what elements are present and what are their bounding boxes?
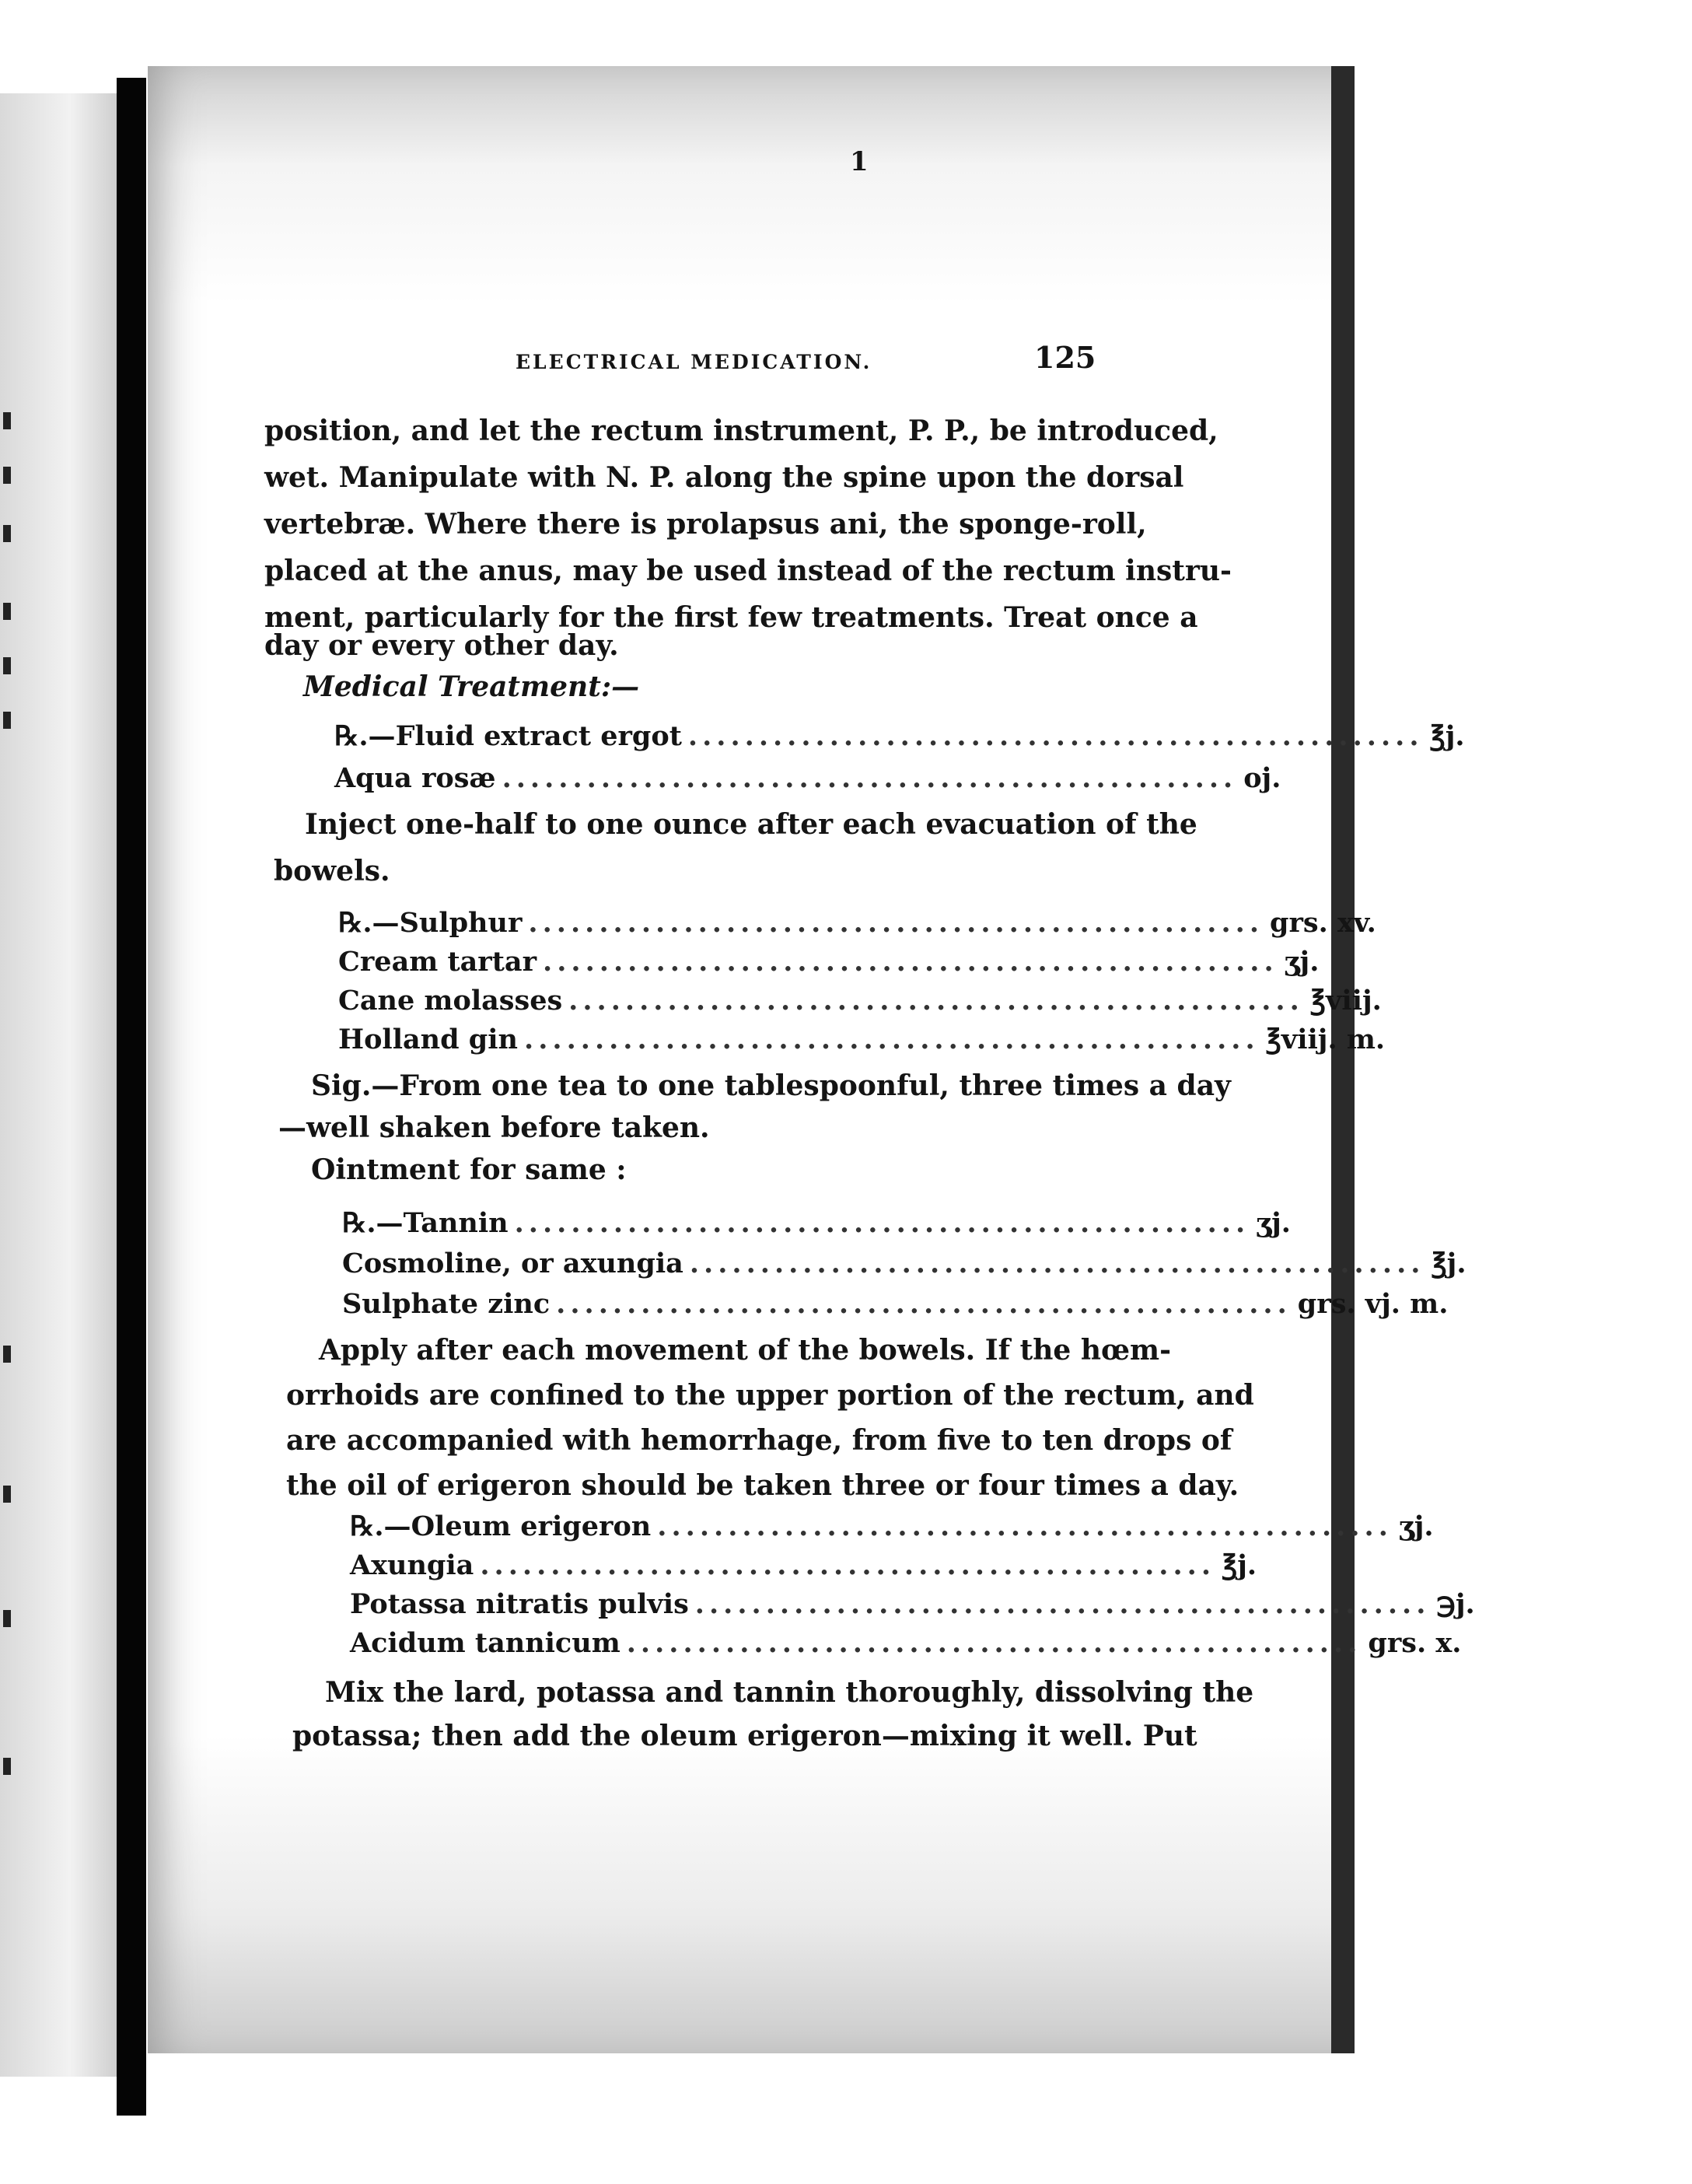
ointment-line: Ointment for same : [311,1153,627,1186]
text-line: bowels. [274,855,390,887]
rx-quantity: ℥j. [1431,1248,1467,1279]
leader-dots: .................................................... [626,1627,1362,1659]
text-line: Mix the lard, potassa and tannin thoroughly, dissolving the [325,1676,1254,1709]
rx-ingredient: Sulphur [399,907,523,939]
edge-mark [3,412,11,429]
text-line: —well shaken before taken. [278,1111,710,1144]
rx-ingredient: Oleum erigeron [411,1510,652,1542]
text-line: wet. Manipulate with N. P. along the spine upon the dorsal [264,461,1184,494]
rx-row [338,985,1382,1017]
leader-dots: .................................................... [514,1207,1250,1239]
rx-row [338,946,1320,978]
recipe-symbol: ℞.— [334,720,396,752]
rx-ingredient: Tannin [403,1207,509,1239]
page-right-edge [1331,66,1355,2053]
leader-dots: .................................................... [502,762,1238,794]
text-line: ment, particularly for the first few treatments. Treat once a [264,601,1198,634]
text-line: orrhoids are confined to the upper portion of the rectum, and [286,1379,1254,1412]
rx-ingredient: Cane molasses [338,985,563,1017]
rx-ingredient: Aqua rosæ [334,762,496,794]
edge-mark [3,525,11,542]
leader-dots: .................................................... [568,985,1304,1017]
edge-mark [3,1610,11,1627]
rx-row [334,720,1465,752]
rx-row [342,1207,1291,1239]
running-head: ELECTRICAL MEDICATION. [516,351,872,373]
text-line: Sig.—From one tea to one tablespoonful, three times a day [311,1069,1231,1102]
rx-row [338,1024,1386,1055]
rx-quantity: ℥j. [1429,720,1465,752]
leader-dots: .................................................... [657,1510,1393,1542]
rx-quantity: oj. [1243,762,1281,794]
rx-quantity: ℈j. [1436,1588,1475,1620]
edge-mark [3,1346,11,1363]
rx-row [350,1588,1475,1620]
edge-mark [3,657,11,674]
medical-treatment-heading: Medical Treatment:— [303,670,640,703]
recipe-symbol: ℞.— [342,1207,404,1239]
rx-quantity: ʒj. [1256,1207,1291,1239]
edge-mark [3,603,11,620]
rx-ingredient: Axungia [350,1549,474,1581]
rx-quantity: ℥j. [1222,1549,1257,1581]
rx-row [342,1248,1467,1279]
rx-ingredient: Cosmoline, or axungia [342,1248,683,1279]
edge-mark [3,1758,11,1775]
text-line: placed at the anus, may be used instead of the rectum instru- [264,555,1232,587]
rx-quantity: ʒj. [1398,1510,1434,1542]
leader-dots: .................................................... [556,1288,1292,1320]
text-line: are accompanied with hemorrhage, from five to ten drops of [286,1424,1232,1457]
rx-row [350,1549,1257,1581]
leader-dots: .................................................... [689,1248,1425,1279]
book-spine-shadow [117,78,146,2116]
rx-ingredient: Potassa nitratis pulvis [350,1588,689,1620]
recipe-symbol: ℞.— [338,907,400,939]
text-line: Inject one-half to one ounce after each evacuation of the [305,808,1197,841]
rx-ingredient: Cream tartar [338,946,537,978]
leader-dots: .................................................... [694,1588,1431,1620]
rx-ingredient: Holland gin [338,1024,519,1055]
leader-dots: .................................................... [480,1549,1215,1581]
rx-row [350,1510,1434,1542]
rx-quantity: grs. x. [1368,1627,1462,1659]
rx-ingredient: Fluid extract ergot [395,720,682,752]
edge-mark [3,467,11,484]
leader-dots: .................................................... [528,907,1264,939]
top-mark: 1 [850,146,869,177]
recipe-symbol: ℞.— [350,1510,411,1542]
rx-quantity: grs. xv. [1270,907,1376,939]
text-line: vertebræ. Where there is prolapsus ani, the sponge-roll, [264,508,1147,541]
text-line: potassa; then add the oleum erigeron—mixing it well. Put [292,1720,1197,1752]
rx-ingredient: Sulphate zinc [342,1288,551,1320]
rx-row [342,1288,1449,1320]
page-number: 125 [1034,340,1096,375]
rx-quantity: ℥viij. [1309,985,1382,1017]
edge-mark [3,712,11,729]
rx-quantity: ʒj. [1284,946,1320,978]
edge-mark [3,1486,11,1503]
leader-dots: .................................................... [543,946,1278,978]
text-line: Apply after each movement of the bowels. If the hœm- [319,1334,1172,1367]
leader-dots: .................................................... [687,720,1424,752]
rx-row [350,1627,1462,1659]
leader-dots: .................................................... [524,1024,1260,1055]
text-line: position, and let the rectum instrument, P. P., be introduced, [264,415,1218,447]
rx-quantity: grs. vj. m. [1297,1288,1449,1320]
rx-row [338,907,1376,939]
text-line: the oil of erigeron should be taken three or four times a day. [286,1469,1239,1502]
rx-ingredient: Acidum tannicum [350,1627,621,1659]
rx-row [334,762,1281,794]
left-page-edge [0,93,117,2077]
text-line: day or every other day. [264,629,619,662]
rx-quantity: ℥viij. m. [1265,1024,1386,1055]
